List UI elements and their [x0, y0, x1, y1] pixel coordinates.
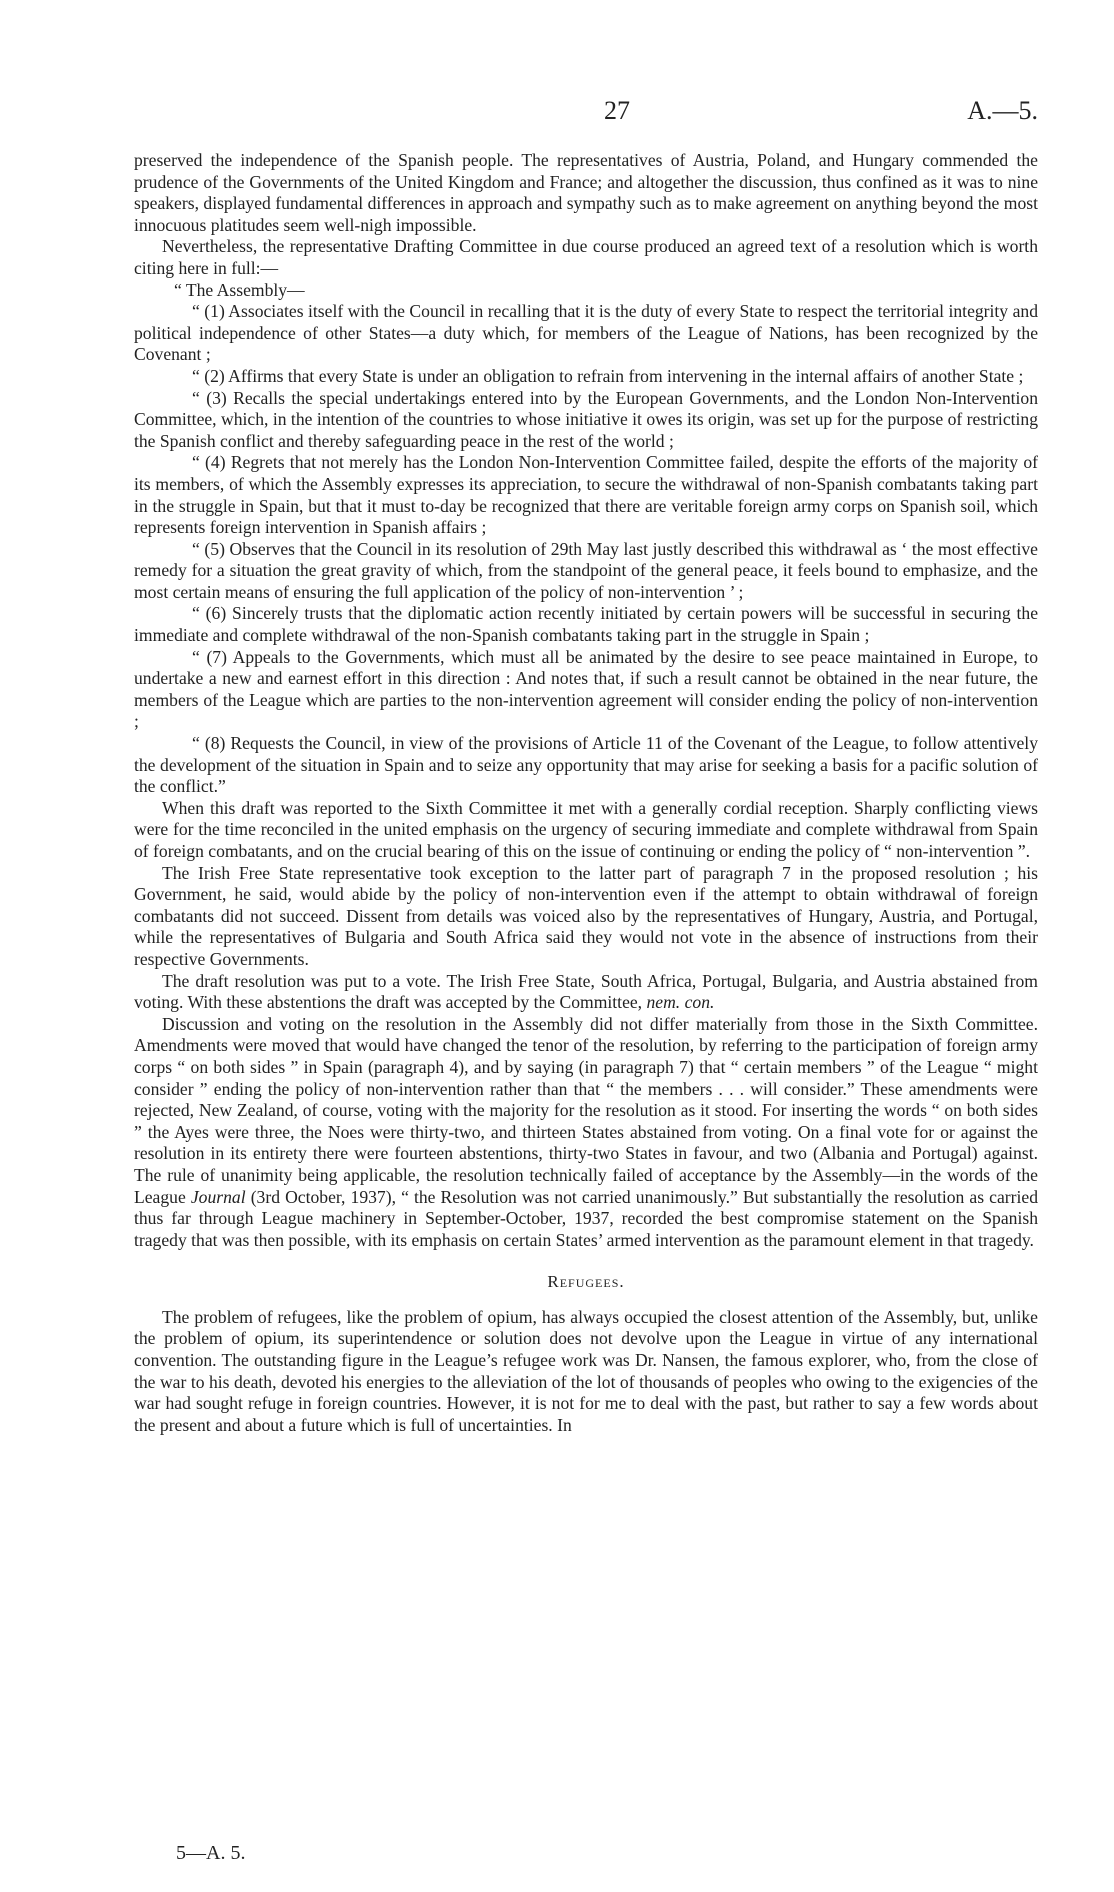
journal-title: Journal [190, 1186, 246, 1207]
quote-paragraph: “ (2) Affirms that every State is under an obligation to refrain from intervening in the internal affairs of another State ; [192, 365, 1024, 386]
paragraph [134, 971, 1038, 1014]
paragraph: The Irish Free State representative took exception to the latter part of paragraph 7 in the proposed resolution ; his Government, he said, would abide by the policy of non-intervention even if the attempt to obtain withdrawal of foreign combatants did not succeed. Dissent from details was voiced also by the representatives of Hungary, Austria, and Portugal, while the representatives of Bulgaria and South Africa said they would not vote in the absence of instructions from their respective Governments. [134, 862, 1038, 969]
latin-phrase: nem. con. [646, 992, 715, 1013]
quote-paragraph: “ (5) Observes that the Council in its resolution of 29th May last justly described this withdrawal as ‘ the most effective remedy for a situation the great gravity of which, from the standpoint of the general peace, it feels bound to emphasize, and the most certain means of ensuring the full application of the policy of non-intervention ’ ; [134, 538, 1038, 602]
paragraph-text: The draft resolution was put to a vote. The Irish Free State, South Africa, Portugal, Bulgaria, and Austria abstained from voting. With these abstentions the draft was accepted by the Committee, [134, 970, 1038, 1013]
section-heading: Refugees. [547, 1272, 625, 1292]
page-number: 27 [604, 96, 630, 125]
paragraph [134, 1014, 1038, 1252]
page-footer: 5—A. 5. [176, 1842, 246, 1864]
paragraph-text: Discussion and voting on the resolution in the Assembly did not differ materially from those in the Sixth Committee. Amendments were moved that would have changed the tenor of the resolution, by referring to the participation of foreign army corps “ on both sides ” in Spain (paragraph 4), and by saying (in paragraph 7) that “ certain members ” of the League “ might consider ” ending the policy of non-intervention rather than that “ the members . . . will consider.” These amendments were rejected, New Zealand, of course, voting with the majority for the resolution as it stood. For inserting the words “ on both sides ” the Ayes were three, the Noes were thirty-two, and thirteen States abstained from voting. On a final vote for or against the resolution in its entirety there were fourteen abstentions, thirty-two States in favour, and two (Albania and Portugal) against. The rule of unanimity being applicable, the resolution technically failed of acceptance by the Assembly—in the words of the League [134, 1013, 1038, 1207]
paragraph: The problem of refugees, like the problem of opium, has always occupied the closest attention of the Assembly, but, unlike the problem of opium, its superintendence or solution does not devolve upon the League in virtue of any international convention. The outstanding figure in the League’s refugee work was Dr. Nansen, the famous explorer, who, from the close of the war to his death, devoted his energies to the alleviation of the lot of thousands of peoples who owing to the exigencies of the war had sought refuge in foreign countries. However, it is not for me to deal with the past, but rather to say a few words about the present and about a future which is full of uncertainties. In [134, 1306, 1038, 1435]
quote-paragraph: “ (4) Regrets that not merely has the London Non-Intervention Committee failed, despite the efforts of the majority of its members, of which the Assembly expresses its appreciation, to secure the withdrawal of non-Spanish combatants taking part in the struggle in Spain, but that it must to-day be recognized that there are veritable foreign army corps on Spanish soil, which represents foreign intervention in Spanish affairs ; [134, 452, 1038, 538]
quote-paragraph: “ (7) Appeals to the Governments, which must all be animated by the desire to see peace maintained in Europe, to undertake a new and earnest effort in this direction : And notes that, if such a result cannot be obtained in the near future, the members of the League which are parties to the non-intervention agreement will consider ending the policy of non-intervention ; [134, 646, 1038, 732]
document-reference: A.—5. [967, 96, 1038, 125]
quote-paragraph: “ (3) Recalls the special undertakings entered into by the European Governments, and the London Non-Intervention Committee, which, in the intention of the countries to whose initiative it owes its origin, was set up for the purpose of restricting the Spanish conflict and thereby safeguarding peace in the rest of the world ; [134, 387, 1038, 451]
quote-paragraph: “ (6) Sincerely trusts that the diplomatic action recently initiated by certain powers will be successful in securing the immediate and complete withdrawal of the non-Spanish combatants taking part in the struggle in Spain ; [134, 603, 1038, 646]
body-text [134, 150, 1038, 1436]
quote-paragraph: “ The Assembly— [174, 279, 305, 300]
quote-paragraph: “ (1) Associates itself with the Council in recalling that it is the duty of every State to respect the territorial integrity and political independence of other States—a duty which, for members of the League of Nations, has been recognized by the Covenant ; [134, 301, 1038, 365]
paragraph: Nevertheless, the representative Drafting Committee in due course produced an agreed text of a resolution which is worth citing here in full:— [134, 236, 1038, 278]
paragraph-text: (3rd October, 1937), “ the Resolution was not carried unanimously.” But substantially the resolution as carried thus far through League machinery in September-October, 1937, recorded the best compromise statement on the Spanish tragedy that was then possible, with its emphasis on certain States’ armed intervention as the paramount element in that tragedy. [134, 1186, 1038, 1250]
quote-paragraph: “ (8) Requests the Council, in view of the provisions of Article 11 of the Covenant of the League, to follow attentively the development of the situation in Spain and to seize any opportunity that may arise for seeking a basis for a pacific solution of the conflict.” [134, 733, 1038, 797]
page-header [134, 96, 1038, 136]
paragraph: When this draft was reported to the Sixth Committee it met with a generally cordial reception. Sharply conflicting views were for the time reconciled in the united emphasis on the urgency of securing immediate and complete withdrawal from Spain of foreign combatants, and on the crucial bearing of this on the issue of continuing or ending the policy of “ non-intervention ”. [134, 797, 1038, 861]
paragraph: preserved the independence of the Spanish people. The representatives of Austria, Poland, and Hungary commended the prudence of the Governments of the United Kingdom and France; and altogether the discussion, thus confined as it was to nine speakers, displayed fundamental differences in approach and sympathy such as to make agreement on anything beyond the most innocuous platitudes seem well-nigh impossible. [134, 150, 1038, 235]
